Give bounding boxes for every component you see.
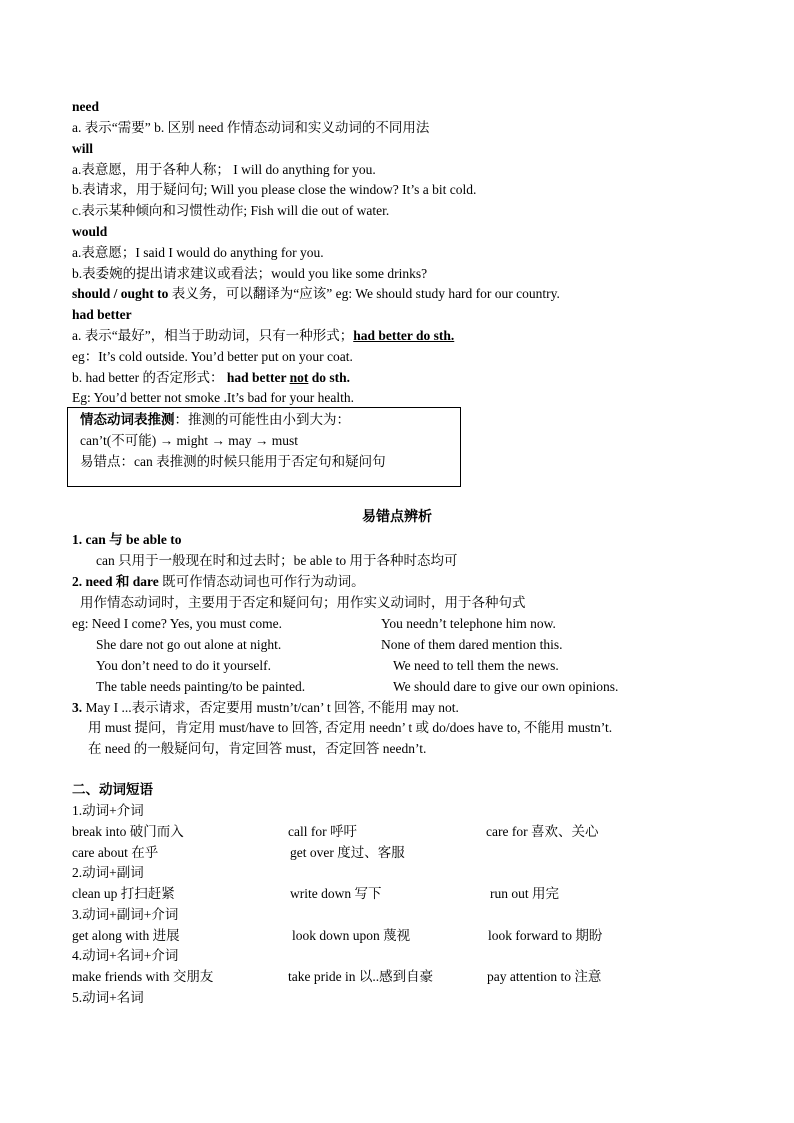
phrase: take pride in 以..感到自豪 xyxy=(288,969,434,984)
inference-note: 易错点：can 表推测的时候只能用于否定句和疑问句 xyxy=(80,454,386,469)
inference-title xyxy=(80,411,350,429)
should-text: 表义务，可以翻译为“应该” eg: We should study hard for our country. xyxy=(168,286,560,301)
had-better-eg1: eg：It’s cold outside. You’d better put on your coat. xyxy=(72,349,353,364)
had-better-b-text: b. had better 的否定形式： xyxy=(72,370,227,385)
phrase: run out 用完 xyxy=(490,886,559,901)
negative-form-2: do sth. xyxy=(308,370,351,385)
item2-title-rest: 既可作情态动词也可作行为动词。 xyxy=(158,574,365,589)
had-better-form: had better do sth. xyxy=(353,328,455,343)
item3-text: May I ...表示请求，否定要用 mustn’t/can’ t 回答, 不能用 may not. xyxy=(82,700,459,715)
item2-title xyxy=(72,573,365,591)
group-5-label: 5.动词+名词 xyxy=(72,990,144,1005)
would-line-a: a.表意愿；I said I would do anything for you. xyxy=(72,245,324,260)
group-4-label: 4.动词+名词+介词 xyxy=(72,948,179,963)
item2-title-bold: 2. need 和 dare xyxy=(72,574,159,589)
had-better-eg2: Eg: You’d better not smoke .It’s bad for your health. xyxy=(72,390,354,405)
example-left-3: You don’t need to do it yourself. xyxy=(96,658,271,673)
group-2-label: 2.动词+副词 xyxy=(72,865,144,880)
example-right-1: You needn’t telephone him now. xyxy=(381,616,556,631)
inference-scale: can’t(不可能) → might → may → must xyxy=(80,433,298,448)
will-heading: will xyxy=(72,141,94,156)
example-left-2: She dare not go out alone at night. xyxy=(96,637,282,652)
item3-number: 3. xyxy=(72,700,83,715)
should-heading: should / ought to xyxy=(72,286,169,301)
phrase: look down upon 蔑视 xyxy=(292,928,411,943)
phrasal-verbs-title: 二、动词短语 xyxy=(72,782,153,797)
group-3-label: 3.动词+副词+介词 xyxy=(72,907,179,922)
phrase: care about 在乎 xyxy=(72,845,159,860)
had-better-heading: had better xyxy=(72,307,132,322)
inference-title-bold: 情态动词表推测 xyxy=(80,412,175,427)
item1-line: can 只用于一般现在时和过去时；be able to 用于各种时态均可 xyxy=(96,553,458,568)
negative-not: not xyxy=(289,370,309,385)
example-left-1: eg: Need I come? Yes, you must come. xyxy=(72,616,282,631)
example-right-2: None of them dared mention this. xyxy=(381,637,563,652)
phrase: care for 喜欢、关心 xyxy=(486,824,599,839)
inference-title-rest: ：推测的可能性由小到大为： xyxy=(174,412,350,427)
would-line-b: b.表委婉的提出请求建议或看法；would you like some drinks? xyxy=(72,266,428,281)
had-better-b xyxy=(72,369,350,387)
item3-line3: 在 need 的一般疑问句，肯定回答 must，否定回答 needn’t. xyxy=(88,741,427,756)
phrase: make friends with 交朋友 xyxy=(72,969,214,984)
phrase: call for 呼吁 xyxy=(288,824,357,839)
will-line-c: c.表示某种倾向和习惯性动作; Fish will die out of water. xyxy=(72,203,390,218)
error-section-title: 易错点辨析 xyxy=(362,510,432,525)
example-left-4: The table needs painting/to be painted. xyxy=(96,679,306,694)
will-line-b: b.表请求，用于疑问句; Will you please close the window? It’s a bit cold. xyxy=(72,182,477,197)
should-line xyxy=(72,285,560,303)
phrase: write down 写下 xyxy=(290,886,382,901)
had-better-a xyxy=(72,327,454,345)
phrase: break into 破门而入 xyxy=(72,824,184,839)
will-line-a: a.表意愿，用于各种人称； I will do anything for you. xyxy=(72,162,376,177)
item3-line xyxy=(72,699,459,717)
phrase: pay attention to 注意 xyxy=(487,969,602,984)
item2-line: 用作情态动词时，主要用于否定和疑问句；用作实义动词时，用于各种句式 xyxy=(80,595,526,610)
group-1-label: 1.动词+介词 xyxy=(72,803,144,818)
negative-form-1: had better xyxy=(226,370,290,385)
phrase: clean up 打扫赶紧 xyxy=(72,886,175,901)
phrase: get over 度过、客服 xyxy=(290,845,405,860)
phrase: get along with 进展 xyxy=(72,928,180,943)
example-right-4: We should dare to give our own opinions. xyxy=(393,679,619,694)
had-better-a-text: a. 表示“最好”，相当于助动词，只有一种形式； xyxy=(72,328,354,343)
phrase: look forward to 期盼 xyxy=(488,928,603,943)
inference-box xyxy=(67,407,461,487)
need-line: a. 表示“需要” b. 区别 need 作情态动词和实义动词的不同用法 xyxy=(72,120,430,135)
item3-line2: 用 must 提问，肯定用 must/have to 回答, 否定用 needn’ t 或 do/does have to, 不能用 mustn’t. xyxy=(88,720,613,735)
example-right-3: We need to tell them the news. xyxy=(393,658,559,673)
item1-title: 1. can 与 be able to xyxy=(72,532,182,547)
need-heading: need xyxy=(72,99,99,114)
would-heading: would xyxy=(72,224,108,239)
